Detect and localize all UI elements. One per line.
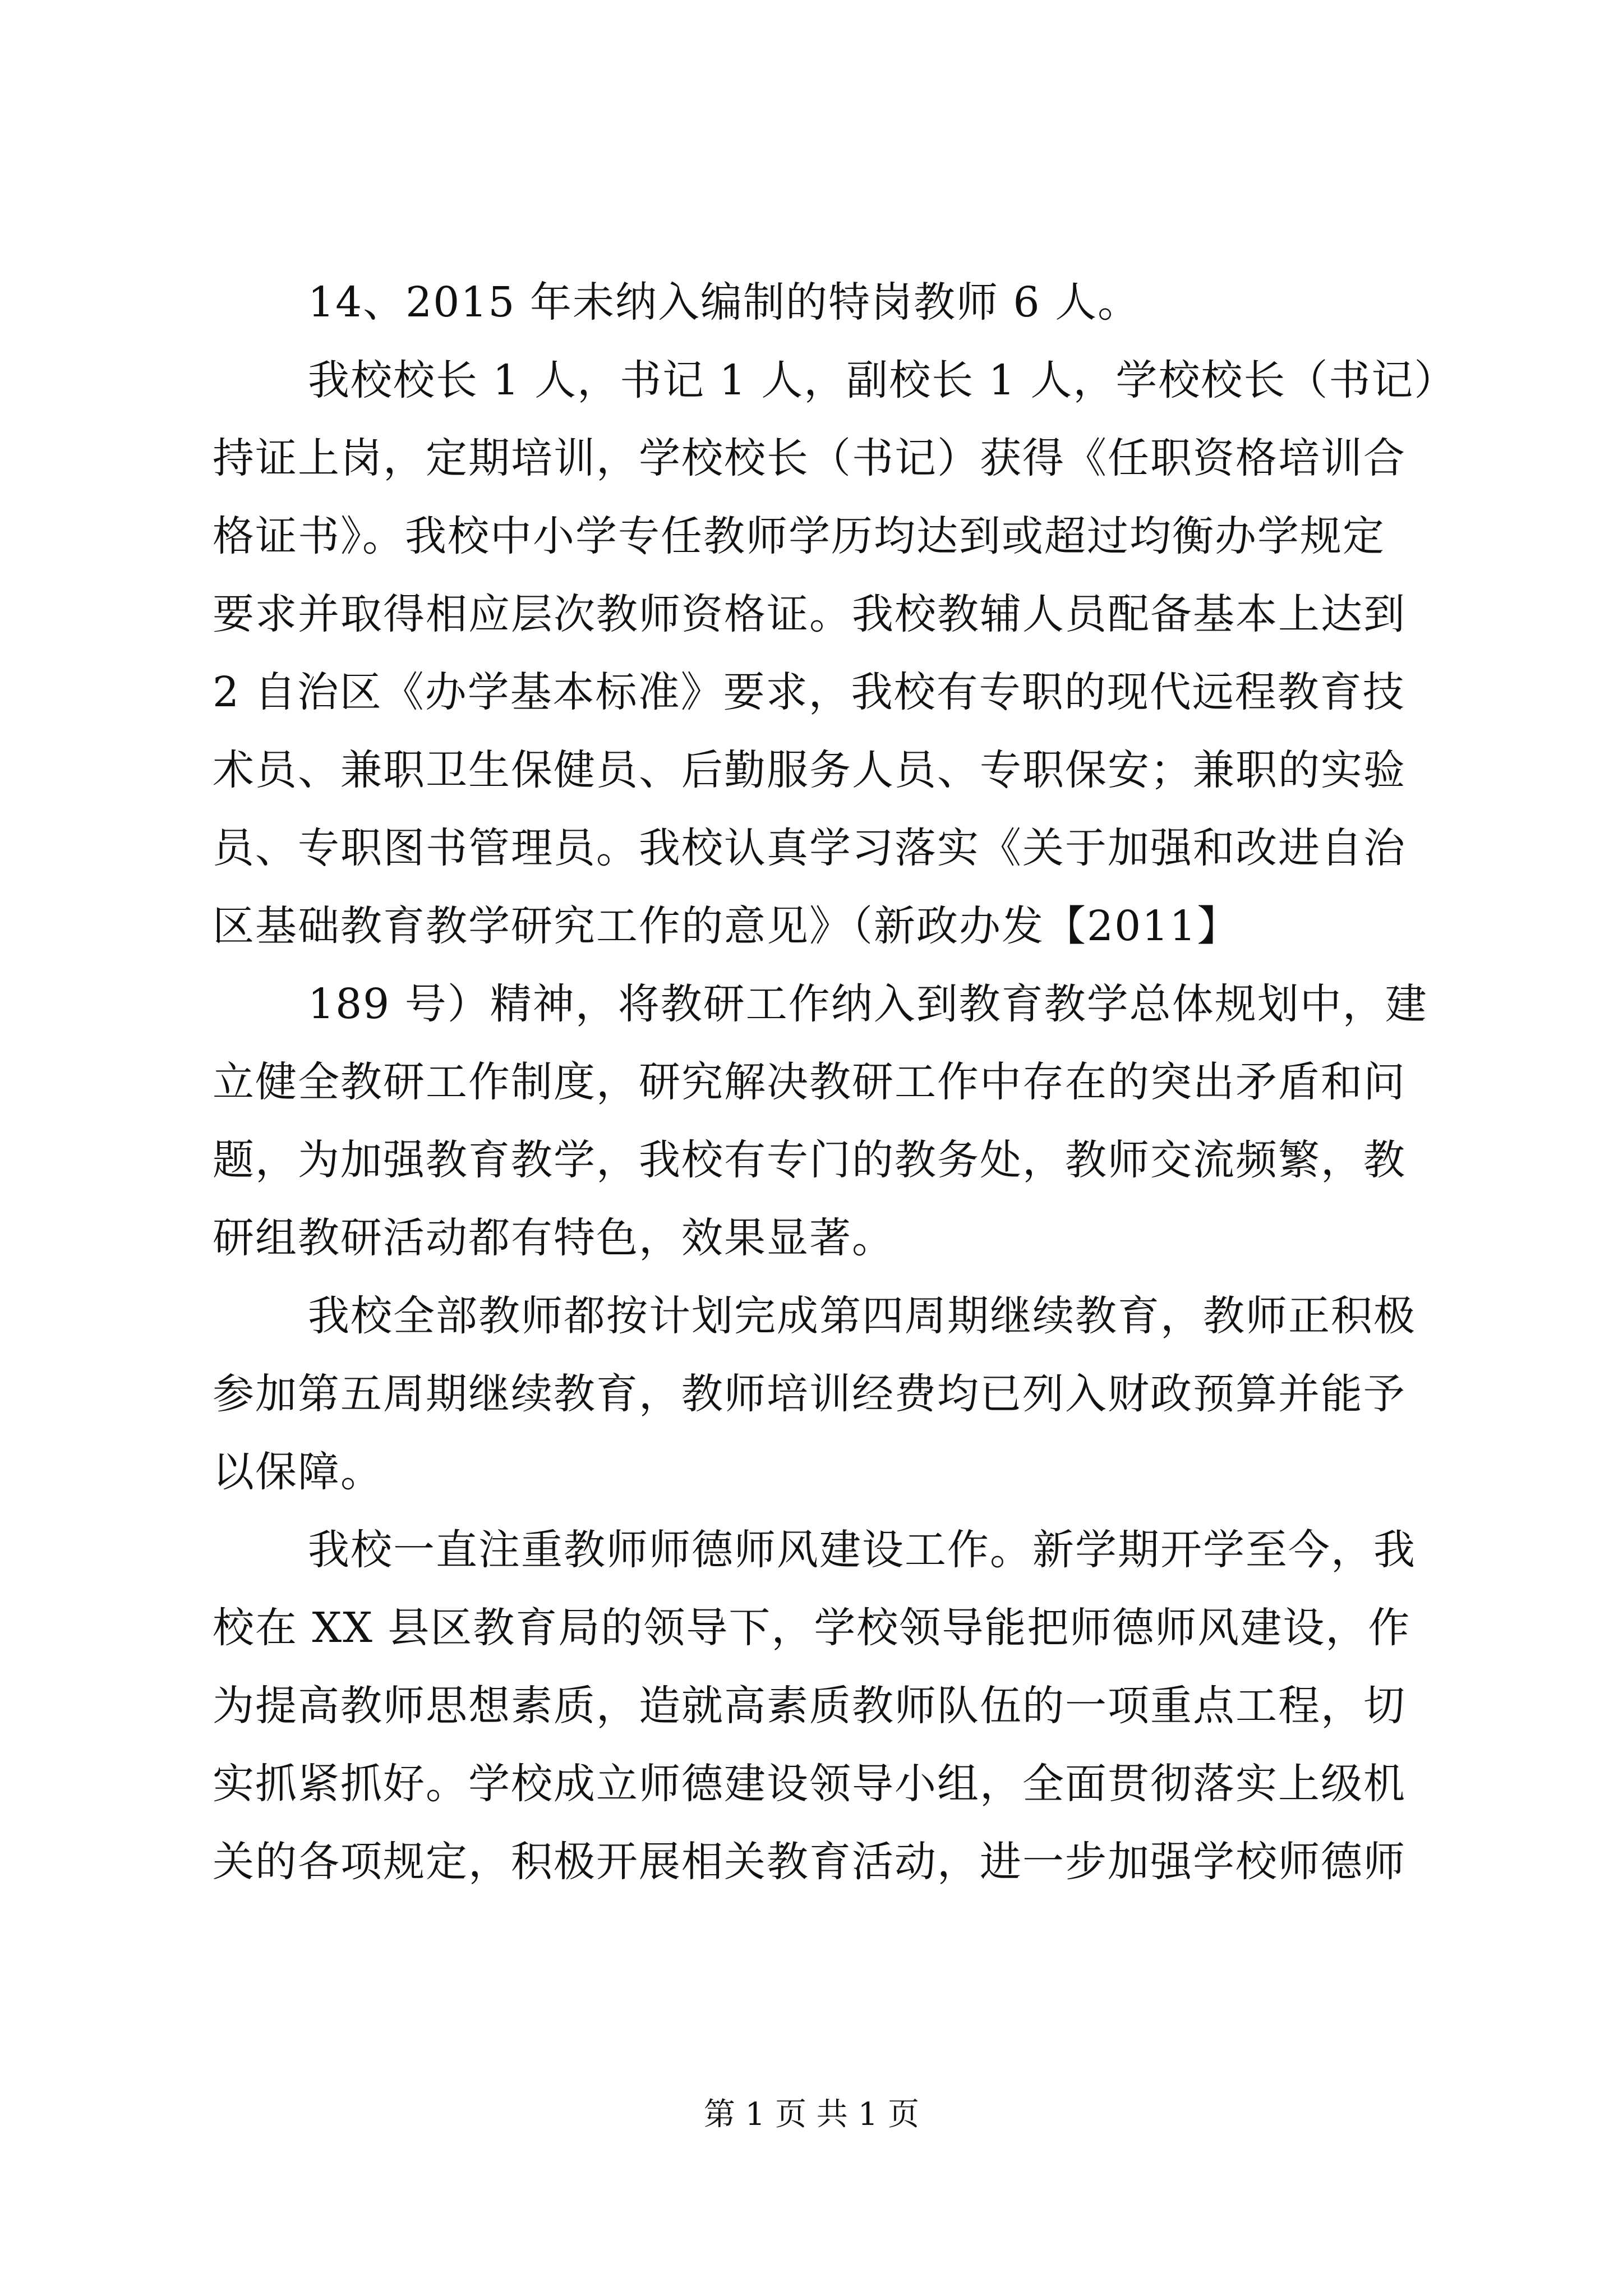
document-body bbox=[213, 264, 1457, 1901]
text-line: 研组教研活动都有特色，效果显著。 bbox=[213, 1214, 895, 1262]
text-line: 我校一直注重教师师德师风建设工作。新学期开学至今，我 bbox=[308, 1526, 1416, 1574]
text-line: 格证书》。我校中小学专任教师学历均达到或超过均衡办学规定 bbox=[213, 512, 1385, 560]
text-line: 189 号）精神，将教研工作纳入到教育教学总体规划中，建 bbox=[308, 980, 1428, 1028]
page-number-label: 第 1 页 共 1 页 bbox=[703, 2096, 920, 2133]
text-line: 术员、兼职卫生保健员、后勤服务人员、专职保安；兼职的实验 bbox=[213, 746, 1406, 794]
text-line: 区基础教育教学研究工作的意见》（新政办发【2011】 bbox=[213, 902, 1240, 950]
text-line: 为提高教师思想素质，造就高素质教师队伍的一项重点工程，切 bbox=[213, 1682, 1406, 1730]
text-line: 参加第五周期继续教育，教师培训经费均已列入财政预算并能予 bbox=[213, 1370, 1406, 1418]
text-line: 2 自治区《办学基本标准》要求，我校有专职的现代远程教育技 bbox=[213, 668, 1405, 716]
text-line: 关的各项规定，积极开展相关教育活动，进一步加强学校师德师 bbox=[213, 1838, 1406, 1886]
text-line: 校在 XX 县区教育局的领导下，学校领导能把师德师风建设，作 bbox=[213, 1604, 1411, 1652]
text-line: 要求并取得相应层次教师资格证。我校教辅人员配备基本上达到 bbox=[213, 590, 1406, 638]
text-line: 14、2015 年未纳入编制的特岗教师 6 人。 bbox=[308, 278, 1141, 326]
text-line: 立健全教研工作制度，研究解决教研工作中存在的突出矛盾和问 bbox=[213, 1058, 1406, 1106]
text-line: 以保障。 bbox=[213, 1448, 383, 1496]
text-line: 我校全部教师都按计划完成第四周期继续教育，教师正积极 bbox=[308, 1292, 1416, 1340]
text-line: 题，为加强教育教学，我校有专门的教务处，教师交流频繁，教 bbox=[213, 1136, 1406, 1184]
page-footer bbox=[0, 2092, 1623, 2137]
text-line: 我校校长 1 人，书记 1 人，副校长 1 人，学校校长（书记） bbox=[308, 356, 1457, 404]
text-line: 持证上岗，定期培训，学校校长（书记）获得《任职资格培训合 bbox=[213, 434, 1406, 482]
text-line: 实抓紧抓好。学校成立师德建设领导小组，全面贯彻落实上级机 bbox=[213, 1760, 1406, 1808]
text-line: 员、专职图书管理员。我校认真学习落实《关于加强和改进自治 bbox=[213, 824, 1406, 872]
